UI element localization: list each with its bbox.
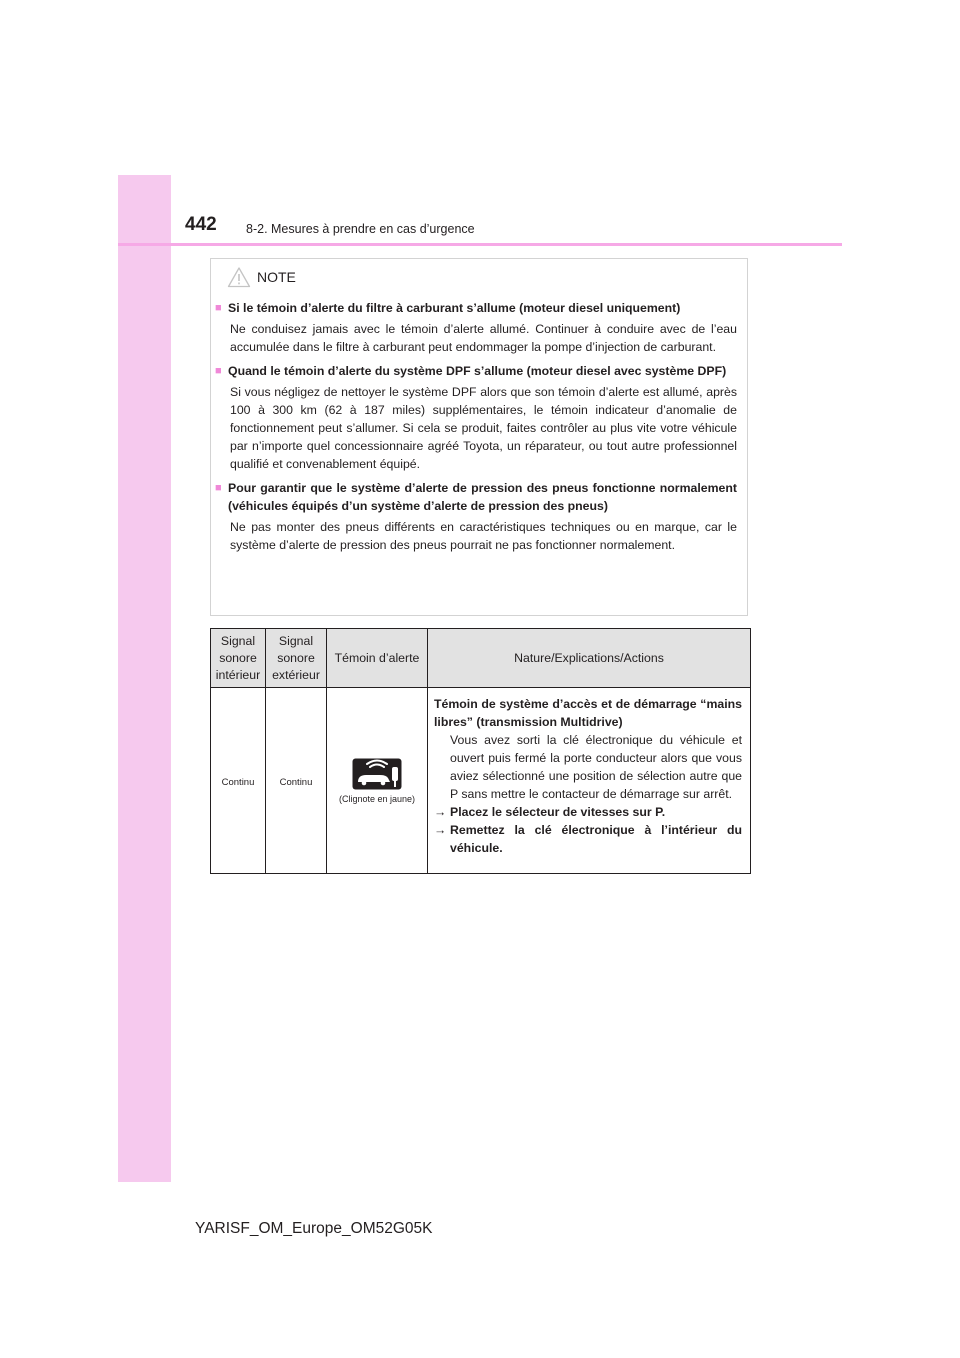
note-item-title: Quand le témoin d’alerte du système DPF s’allume (moteur diesel avec système DPF) [228, 364, 727, 378]
note-item-title: Si le témoin d’alerte du filtre à carburant s’allume (moteur diesel uniquement) [228, 301, 681, 315]
warning-table [210, 628, 751, 874]
smart-key-warning-icon [352, 758, 402, 790]
header-exterior-signal: Signal sonore extérieur [266, 629, 327, 688]
interior-signal-value: Continu [221, 776, 255, 788]
header-nature-actions: Nature/Explications/Actions [428, 629, 751, 688]
lamp-caption: (Clignote en jaune) [338, 793, 416, 804]
note-item [215, 299, 743, 356]
note-item-text: Si vous négligez de nettoyer le système DPF alors que son témoin d’alerte est allumé, après 100 à 300 km (62 à 187 miles) supplémentaires, le témoin indicateur d’anomalie de fonctionnement peut s’allumer. Si cela se produit, faites contrôler au plus vite votre véhicule par n’importe quel concessionnaire agréé Toyota, un réparateur, ou tout autre professionnel qualifié et convenablement équipé. [230, 385, 737, 471]
description-body: Vous avez sorti la clé électronique du véhicule et ouvert puis fermé la porte conducteur alors que vous aviez sélectionné une position de sélection autre que P sans mettre le contacteur de démarrage sur arrêt. [450, 733, 742, 801]
table-header-row [211, 629, 751, 688]
exterior-signal-value: Continu [279, 776, 313, 788]
description-title: Témoin de système d’accès et de démarrage “mains libres” (transmission Multidrive) [434, 697, 742, 729]
header-interior-signal: Signal sonore intérieur [211, 629, 266, 688]
note-item-title: Pour garantir que le système d’alerte de pression des pneus fonctionne normalement (véhicules équipés d’un système d’alerte de pression des pneus) [228, 481, 737, 513]
action-item [434, 821, 742, 857]
warning-light-cell [327, 688, 428, 874]
exterior-signal-cell [266, 688, 327, 874]
warning-triangle-icon [227, 266, 251, 288]
square-bullet-icon: ■ [215, 482, 222, 494]
square-bullet-icon: ■ [215, 302, 222, 314]
note-header [227, 263, 296, 291]
table-row [211, 688, 751, 874]
note-body [215, 299, 743, 560]
note-item [215, 362, 743, 473]
action-text: Placez le sélecteur de vitesses sur P. [450, 805, 666, 819]
square-bullet-icon: ■ [215, 365, 222, 377]
right-arrow-icon: → [434, 823, 447, 837]
description-cell [428, 688, 751, 874]
side-tab-band [118, 175, 171, 1182]
note-item-text: Ne conduisez jamais avec le témoin d’alerte allumé. Continuer à conduire avec de l’eau accumulée dans le filtre à carburant peut endommager la pompe d’injection de carburant. [230, 322, 737, 354]
right-arrow-icon: → [434, 805, 447, 819]
note-label: NOTE [257, 269, 296, 285]
header-rule [118, 243, 842, 246]
section-title: 8-2. Mesures à prendre en cas d’urgence [246, 222, 475, 236]
note-item-text: Ne pas monter des pneus différents en caractéristiques techniques ou en marque, car le système d’alerte de pression des pneus pourrait ne pas fonctionner normalement. [230, 520, 737, 552]
interior-signal-cell [211, 688, 266, 874]
action-item [434, 803, 742, 821]
action-text: Remettez la clé électronique à l’intérieur du véhicule. [450, 823, 742, 855]
note-item [215, 479, 743, 554]
note-box [210, 258, 748, 616]
header-warning-light: Témoin d’alerte [327, 629, 428, 688]
document-code: YARISF_OM_Europe_OM52G05K [195, 1220, 433, 1237]
page-number: 442 [185, 214, 217, 235]
